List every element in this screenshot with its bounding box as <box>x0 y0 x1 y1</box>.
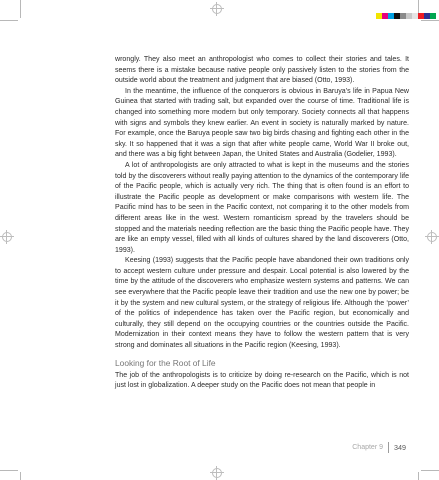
color-calibration-bar <box>376 13 436 19</box>
chapter-label: Chapter 9 <box>352 444 383 451</box>
paragraph-1: wrongly. They also meet an anthropologist who comes to collect their stories and tales. It seems there is a mistake because native people only passively listen to the stories from the outside world about the treatment and judgment that are biased (Otto, 1993). <box>115 56 409 85</box>
paragraph-3: A lot of anthropologists are only attracted to what is kept in the museums and the stories told by the discoverers without really paying attention to the dynamics of the contemporary life of the Pacific people, which is actually very rich. The thing that is often found is an effort to illustrate the Pacific people as development or make comparisons with western life. The Pacific mind has to be seen in the Pacific context, not comparing it to the other models from different areas like in the west. Western romanticism spread by the travelers should be stopped and the materials needing reflection are the basic thing the Pacific people have. They are like an empty vessel, filled with all kinds of cultures shared by the land discoverers (Otto, 1993). <box>115 161 409 254</box>
registration-mark-right-icon <box>427 232 437 242</box>
section-paragraph: The job of the anthropologists is to criticize by doing re-research on the Pacific, which is not just lost in globalization. A deeper study on the Pacific does not mean that people in <box>115 371 409 390</box>
paragraph-2: In the meantime, the influence of the conquerors is obvious in Baruya’s life in Papua New Guinea that started with trading salt, but expanded over the course of time. Traditional life is changed into something more modern but only temporary. Society connects all that happens with signs and symbols they knew earlier. An event in society is naturally marked by nature. For example, once the Baruya people saw two big birds chasing and fighting each other in the sky. It so happened that it was a sign that after white people came, World War II broke out, and there was a big fight between Japan, the United States and Australia (Godelier, 1993). <box>115 87 409 159</box>
crop-mark-top-left-h <box>0 20 18 21</box>
page-number: 349 <box>394 443 406 452</box>
color-swatch <box>430 13 436 19</box>
crop-mark-bottom-right-h <box>421 470 439 471</box>
paragraph-4: Keesing (1993) suggests that the Pacific people have abandoned their own traditions only to accept western culture under pressure and despair. Local potential is also lowered by the time by the attitude of the discoverers who emphasize western systems and patterns. We can see everywhere that the Pacific people leave their tradition and use the new one by power; be it by the system and new cultural system, or the strategy of religious life. Although the ‘power’ of the politics of independence has taken over the Pacific region, but economically and culturally, they still depend on the occupying countries or the countries outside the Pacific. Modernization in their context means they have to follow the western pattern that is very strong and dominates all situations in the Pacific region (Keesing, 1993). <box>115 257 409 350</box>
footer-divider <box>388 442 389 453</box>
registration-mark-top-icon <box>212 4 222 14</box>
section-heading: Looking for the Root of Life <box>115 357 216 368</box>
crop-mark-bottom-left-v <box>20 472 21 480</box>
crop-mark-top-left-v <box>20 0 21 18</box>
page-footer <box>352 442 406 453</box>
crop-mark-top-right-h <box>421 20 439 21</box>
registration-mark-bottom-icon <box>212 468 222 478</box>
crop-mark-bottom-left-h <box>0 470 18 471</box>
crop-mark-bottom-right-v <box>418 472 419 480</box>
registration-mark-left-icon <box>2 232 12 242</box>
body-text <box>115 55 409 392</box>
